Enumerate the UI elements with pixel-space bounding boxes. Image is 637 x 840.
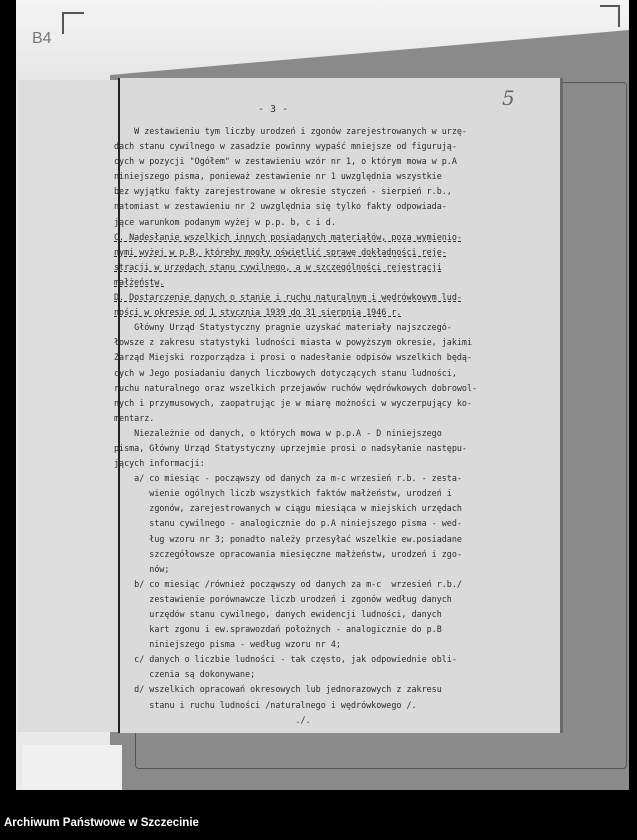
text-line: Zarząd Miejski rozporządza i prosi o nadesłanie odpisów wszelkich będą- (114, 352, 472, 363)
text-line: nych i przymusowych, zaopatrując je w miarę możności w wyczerpujący ko- (114, 397, 472, 408)
text-line: wienie ogólnych liczb wszystkich faktów małżeństw, urodzeń i (114, 488, 452, 499)
text-line: małżeństw. (114, 276, 165, 287)
text-line: dach stanu cywilnego w zasadzie powinny wypaść mniejsze od figurują- (114, 141, 457, 152)
text-line: zgonów, zarejestrowanych w ciągu miesiąca w miejskich urzędach (114, 503, 462, 514)
text-line: zestawienie porównawcze liczb urodzeń i zgonów według danych (114, 593, 452, 604)
text-line: urzędów stanu cywilnego, danych ewidencji ludności, danych (114, 609, 442, 619)
text-line: D. Dostarczenie danych o stanie i ruchu naturalnym i wędrówkowym lud- (114, 292, 462, 303)
text-line: ług wzoru nr 3; ponadto należy przesyłać wszelkie ew.posiadane (114, 533, 462, 544)
text-line: łowsze z zakresu statystyki ludności miasta w powyższym okresie, jakimi (114, 337, 472, 348)
handwritten-folio-number: 5 (502, 86, 515, 110)
text-line: d/ wszelkich opracowań okresowych lub jednorazowych z zakresu (114, 684, 442, 695)
text-line: c/ danych o liczbie ludności - tak często, jak odpowiednie obli- (114, 654, 457, 665)
text-line: b/ co miesiąc /również począwszy od danych za m-c wrzesień r.b./ (114, 578, 462, 589)
text-line: mentarz. (114, 412, 155, 423)
text-line: niniejszego pisma, ponieważ zestawienie nr 1 uwzględnia wszystkie (114, 171, 442, 182)
text-line: stanu cywilnego - analogicznie do p.A niniejszego pisma - wed- (114, 518, 462, 529)
crop-mark-right (600, 5, 620, 27)
text-line: Główny Urząd Statystyczny pragnie uzyskać materiały najszczegó- (114, 322, 452, 333)
text-line: stanu i ruchu ludności /naturalnego i wędrówkowego /. (114, 699, 417, 710)
text-line: Niezależnie od danych, o których mowa w p.p.A - D niniejszego (114, 427, 442, 438)
text-line: jących informacji: (114, 458, 205, 469)
left-bottom-highlight (22, 745, 122, 790)
text-line: natomiast w zestawieniu nr 2 uwzględnia się tylko fakty odpowiada- (114, 201, 447, 212)
text-line: nów; (114, 563, 170, 574)
left-page-edge (18, 80, 120, 732)
text-line: kart zgonu i ew.sprawozdań położnych - analogicznie do p.B (114, 624, 442, 635)
text-line: nymi wyżej w p.B, któreby mogły oświetlić sprawę dokładności reje- (114, 246, 447, 257)
text-line: stracji w urzędach stanu cywilnego, a w szczególności rejestracji (114, 261, 442, 272)
archive-caption: Archiwum Państwowe w Szczecinie (4, 817, 199, 829)
text-line: czenia są dokonywane; (114, 669, 256, 680)
text-line: jące warunkom podanym wyżej w p.p. b, c i d. (114, 216, 336, 227)
text-line: szczegółowsze opracowania miesięczne małżeństw, urodzeń i zgo- (114, 548, 462, 559)
text-line: cych w Jego posiadaniu danych liczbowych dotyczących stanu ludności, (114, 367, 457, 378)
text-line: a/ co miesiąc - począwszy od danych za m-c wrzesień r.b. - zesta- (114, 473, 462, 484)
text-line: niniejszego pisma - według wzoru nr 4; (114, 639, 341, 650)
text-line: bez wyjątku fakty zarejestrowane w okresie styczeń - sierpień r.b., (114, 186, 452, 197)
text-line: ruchu naturalnego oraz wszelkich przejawów ruchów wędrówkowych dobrowol- (114, 382, 478, 393)
text-line: ./. (114, 714, 311, 725)
text-line: W zestawieniu tym liczby urodzeń i zgonów zarejestrowanych w urzę- (114, 126, 467, 136)
text-line: ności w okresie od 1 stycznia 1939 do 31 sierpnia 1946 r. (114, 307, 402, 318)
crop-mark-left (62, 12, 84, 34)
text-line: pisma, Główny Urząd Statystyczny uprzejmie prosi o nadsyłanie następu- (114, 442, 467, 453)
text-line: cych w pozycji "Ogółem" w zestawieniu wzór nr 1, o którym mowa w p.A (114, 156, 457, 167)
page-number: - 3 - (258, 104, 289, 115)
document-body (114, 124, 534, 728)
archive-reference: B4 (32, 30, 52, 47)
text-line: C. Nadesłanie wszelkich innych posiadanych materiałów, poza wymienio- (114, 231, 462, 242)
